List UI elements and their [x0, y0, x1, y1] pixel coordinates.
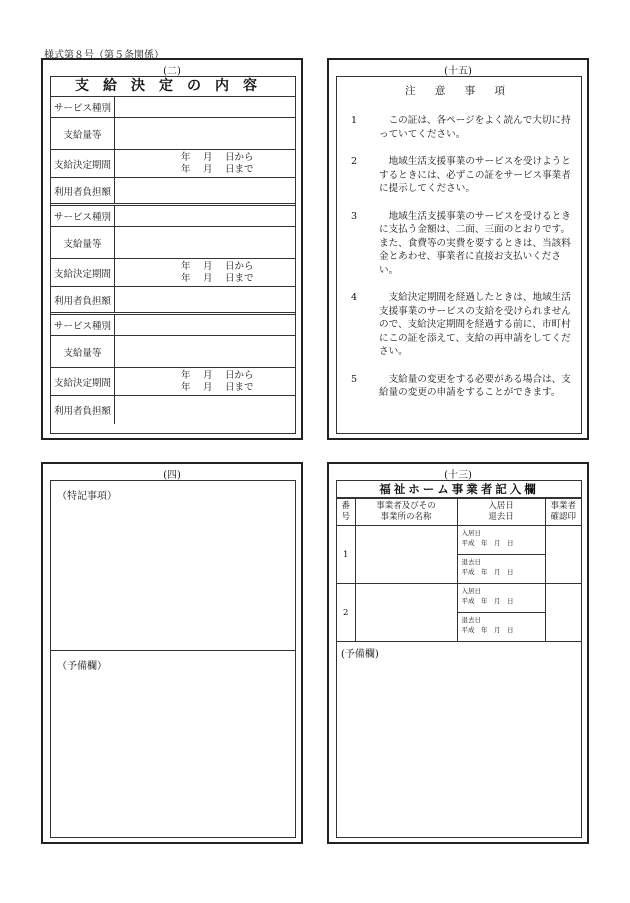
service-type-label: サービス種別: [51, 206, 115, 226]
period-label: 支給決定期間: [51, 150, 115, 177]
notes-box: [336, 76, 582, 434]
note-item: [347, 155, 571, 196]
panel-welfare-home: [327, 462, 589, 844]
header-no: 番 号: [337, 499, 355, 526]
fee-label: 利用者負担額: [51, 178, 115, 203]
note-number: 5: [351, 373, 358, 385]
fee-value[interactable]: [115, 396, 295, 424]
service-type-label: サービス種別: [51, 315, 115, 335]
entry-date: 平成 年 月 日: [461, 597, 514, 605]
entry-date-cell[interactable]: [458, 526, 545, 554]
note-item: [347, 114, 571, 141]
panel-benefit-decision: [41, 58, 303, 440]
panel-number: (四): [163, 470, 181, 481]
fee-label: 利用者負担額: [51, 287, 115, 312]
period-label: 支給決定期間: [51, 259, 115, 286]
form-label: 様式第８号（第５条関係）: [44, 50, 164, 61]
period-dates: 年 月 日から 年 月 日まで: [181, 261, 254, 284]
benefit-decision-title: 支給決定の内容: [51, 77, 295, 97]
note-item: [347, 291, 571, 359]
reserve-label: (予備欄): [341, 649, 379, 660]
welfare-home-table: [337, 498, 581, 642]
note-number: 3: [351, 210, 358, 222]
panel-number: (十五): [444, 66, 472, 77]
panel-notes: [327, 58, 589, 440]
note-number: 4: [351, 292, 358, 303]
entry-date-cell[interactable]: [458, 584, 545, 612]
note-text: 地域生活支援事業のサービスを受けるときに支払う金額は、二面、三面のとおりです。また、食費等の実費を要するときは、当該料金とあわせ、事業者に直接お支払いください。: [379, 210, 571, 276]
amount-label: 支給量等: [51, 227, 115, 258]
note-number: 2: [351, 156, 358, 167]
exit-label: 退去日: [461, 616, 481, 624]
panel-number: (二): [163, 66, 181, 77]
period-value[interactable]: [115, 259, 295, 286]
fee-label: 利用者負担額: [51, 396, 115, 424]
note-text: 地域生活支援事業のサービスを受けようとするときには、必ずこの証をサービス事業者に提示してください。: [379, 156, 571, 194]
business-name-cell[interactable]: [355, 526, 457, 584]
note-text: 支給量の変更をする必要がある場合は、支給量の変更の申請をすることができます。: [379, 373, 571, 398]
exit-date: 平成 年 月 日: [461, 568, 514, 576]
amount-value[interactable]: [115, 227, 295, 258]
amount-value[interactable]: [115, 118, 295, 149]
note-text: 支給決定期間を経過したときは、地域生活支援事業のサービスの支給を受けられませんので、支給決定期間を経過する前に、市町村にこの証を添えて、支給の再申請をしてください。: [379, 292, 571, 357]
welfare-home-title: 福祉ホーム事業者記入欄: [337, 481, 581, 498]
service-type-value[interactable]: [115, 315, 295, 335]
service-type-value[interactable]: [115, 206, 295, 226]
panel-special-notes: [41, 462, 303, 844]
header-seal: 事業者 確認印: [545, 499, 581, 526]
amount-value[interactable]: [115, 336, 295, 367]
period-value[interactable]: [115, 368, 295, 395]
exit-date-cell[interactable]: [458, 613, 545, 641]
notes-title: 注 意 事 項: [404, 85, 513, 97]
service-type-label: サービス種別: [51, 97, 115, 117]
header-dates: 入居日 退去日: [457, 499, 545, 526]
seal-cell[interactable]: [545, 584, 581, 642]
special-notes-box: [50, 480, 296, 838]
period-value[interactable]: [115, 150, 295, 177]
note-item: [347, 210, 571, 278]
entry-label: 入居日: [461, 529, 481, 537]
seal-cell[interactable]: [545, 526, 581, 584]
header-business: 事業者及びその 事業所の名称: [355, 499, 457, 526]
service-type-value[interactable]: [115, 97, 295, 117]
welfare-home-box: [336, 480, 582, 838]
row-number: 1: [337, 526, 355, 584]
exit-date: 平成 年 月 日: [461, 626, 514, 634]
entry-date: 平成 年 月 日: [461, 539, 514, 547]
period-label: 支給決定期間: [51, 368, 115, 395]
note-number: 1: [351, 115, 358, 126]
amount-label: 支給量等: [51, 118, 115, 149]
row-number: 2: [337, 584, 355, 642]
panel-number: (十三): [444, 470, 472, 481]
exit-date-cell[interactable]: [458, 555, 545, 583]
period-dates: 年 月 日から 年 月 日まで: [181, 370, 254, 393]
special-notes-section[interactable]: [51, 481, 295, 651]
business-name-cell[interactable]: [355, 584, 457, 642]
fee-value[interactable]: [115, 287, 295, 312]
reserve-label: （予備欄）: [57, 661, 107, 672]
note-item: [347, 373, 571, 400]
fee-value[interactable]: [115, 178, 295, 203]
amount-label: 支給量等: [51, 336, 115, 367]
exit-label: 退去日: [461, 558, 481, 566]
note-text: この証は、各ページをよく読んで大切に持っていてください。: [379, 115, 571, 140]
benefit-decision-table: [50, 76, 296, 434]
period-dates: 年 月 日から 年 月 日まで: [181, 152, 254, 175]
entry-label: 入居日: [461, 587, 481, 595]
special-notes-label: （特記事項）: [57, 491, 117, 502]
